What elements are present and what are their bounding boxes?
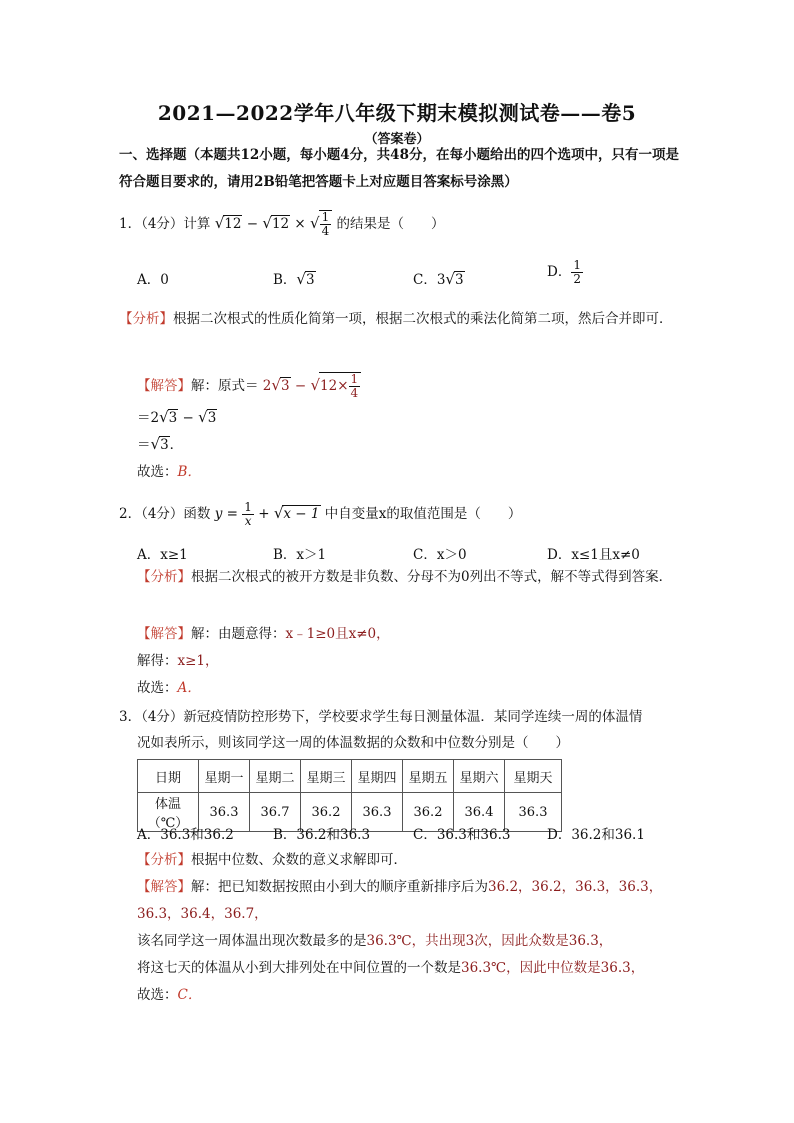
q2-analysis: 【分析】根据二次根式的被开方数是非负数、分母不为0列出不等式，解不等式得到答案． (137, 569, 673, 585)
q1-option-d: D． $\frac{1}{2}$ (547, 258, 581, 286)
q3-solution-line2: 36.3，36.4，36.7， (137, 906, 268, 922)
q1-answer: 故选：B． (137, 464, 201, 480)
table-cell: 星期一 (199, 760, 250, 793)
q1-option-a: A．0 (137, 272, 169, 288)
q2-option-a: A．x≥1 (137, 547, 188, 563)
table-cell: 36.7 (250, 793, 301, 832)
q2-option-c: C．x＞0 (413, 547, 467, 563)
table-cell: 星期三 (301, 760, 352, 793)
q2-option-d: D．x≤1且x≠0 (547, 547, 640, 563)
table-cell: 日期 (138, 760, 199, 793)
q3-option-b: B．36.2和36.3 (273, 827, 371, 843)
q3-stem-line1: 3．（4分）新冠疫情防控形势下，学校要求学生每日测量体温．某同学连续一周的体温情 (119, 709, 643, 725)
q1-solution-tag: 【解答】 (137, 378, 191, 394)
q3-option-d: D．36.2和36.1 (547, 827, 645, 843)
q1-prefix: 1．（4分）计算 (119, 216, 211, 232)
q2-answer: 故选：A． (137, 680, 201, 696)
q3-solution-line4: 将这七天的体温从小到大排列处在中间位置的一个数是36.3℃，因此中位数是36.3， (137, 960, 645, 976)
table-cell: 星期二 (250, 760, 301, 793)
table-cell: 星期五 (403, 760, 454, 793)
q2-solution-line1: 【解答】解：由题意得：x﹣1≥0且x≠0， (137, 626, 390, 642)
q1-stem (119, 210, 445, 238)
q3-option-a: A．36.3和36.2 (137, 827, 234, 843)
q3-answer: 故选：C． (137, 987, 202, 1003)
q2-stem: 2．（4分）函数 y = $\frac{1}{x}$ + √x − 1 中自变量x的取值范围是（ ） (119, 500, 522, 528)
q2-solution-line2: 解得：x≥1， (137, 653, 219, 669)
table-cell: 36.4 (454, 793, 505, 832)
table-cell: 36.3 (199, 793, 250, 832)
table-cell: 星期四 (352, 760, 403, 793)
q1-solution-line3: ＝√3． (137, 435, 184, 453)
section-header: 一、选择题（本题共12小题，每小题4分，共48分，在每小题给出的四个选项中，只有一项是符合题目要求的，请用2B铅笔把答题卡上对应题目答案标号涂黑） (119, 147, 679, 190)
q1-solution-line1: 【解答】解：原式＝ 2√3 − √12× $\frac{1}{4}$ (137, 372, 361, 400)
q3-temperature-table (137, 759, 562, 832)
table-cell: 体温（℃） (138, 793, 199, 832)
table-cell: 36.2 (403, 793, 454, 832)
q1-analysis (119, 306, 679, 333)
q1-solution-line2: ＝2√3 − √3 (137, 408, 217, 426)
q3-option-c: C．36.3和36.3 (413, 827, 511, 843)
table-cell: 36.3 (352, 793, 403, 832)
table-cell: 36.2 (301, 793, 352, 832)
table-cell: 36.3 (505, 793, 562, 832)
q1-expression: √12 − √12 × √ $\frac{1}{4}$ (215, 216, 337, 232)
table-cell: 星期六 (454, 760, 505, 793)
page-subtitle: （答案卷） (364, 132, 430, 147)
q1-analysis-tag: 【分析】 (119, 311, 173, 327)
q3-solution-line1: 【解答】解：把已知数据按照由小到大的顺序重新排序后为36.2，36.2，36.3，36.3， (137, 879, 663, 895)
page-title: 2021—2022学年八年级下期末模拟测试卷——卷5 (157, 101, 637, 125)
table-header-row (138, 760, 562, 793)
q3-solution-line3: 该名同学这一周体温出现次数最多的是36.3℃，共出现3次，因此众数是36.3， (137, 933, 613, 949)
q3-analysis: 【分析】根据中位数、众数的意义求解即可． (137, 852, 407, 868)
q3-stem-line2: 况如表所示，则该同学这一周的体温数据的众数和中位数分别是（ ） (137, 735, 569, 751)
q2-option-b: B．x＞1 (273, 547, 327, 563)
table-cell: 星期天 (505, 760, 562, 793)
q1-option-b: B．√3 (273, 270, 315, 288)
q1-suffix: 的结果是（ ） (336, 216, 445, 232)
q1-analysis-text: 根据二次根式的性质化简第一项，根据二次根式的乘法化简第二项，然后合并即可． (173, 311, 673, 327)
q1-option-c: C．3√3 (413, 270, 464, 288)
